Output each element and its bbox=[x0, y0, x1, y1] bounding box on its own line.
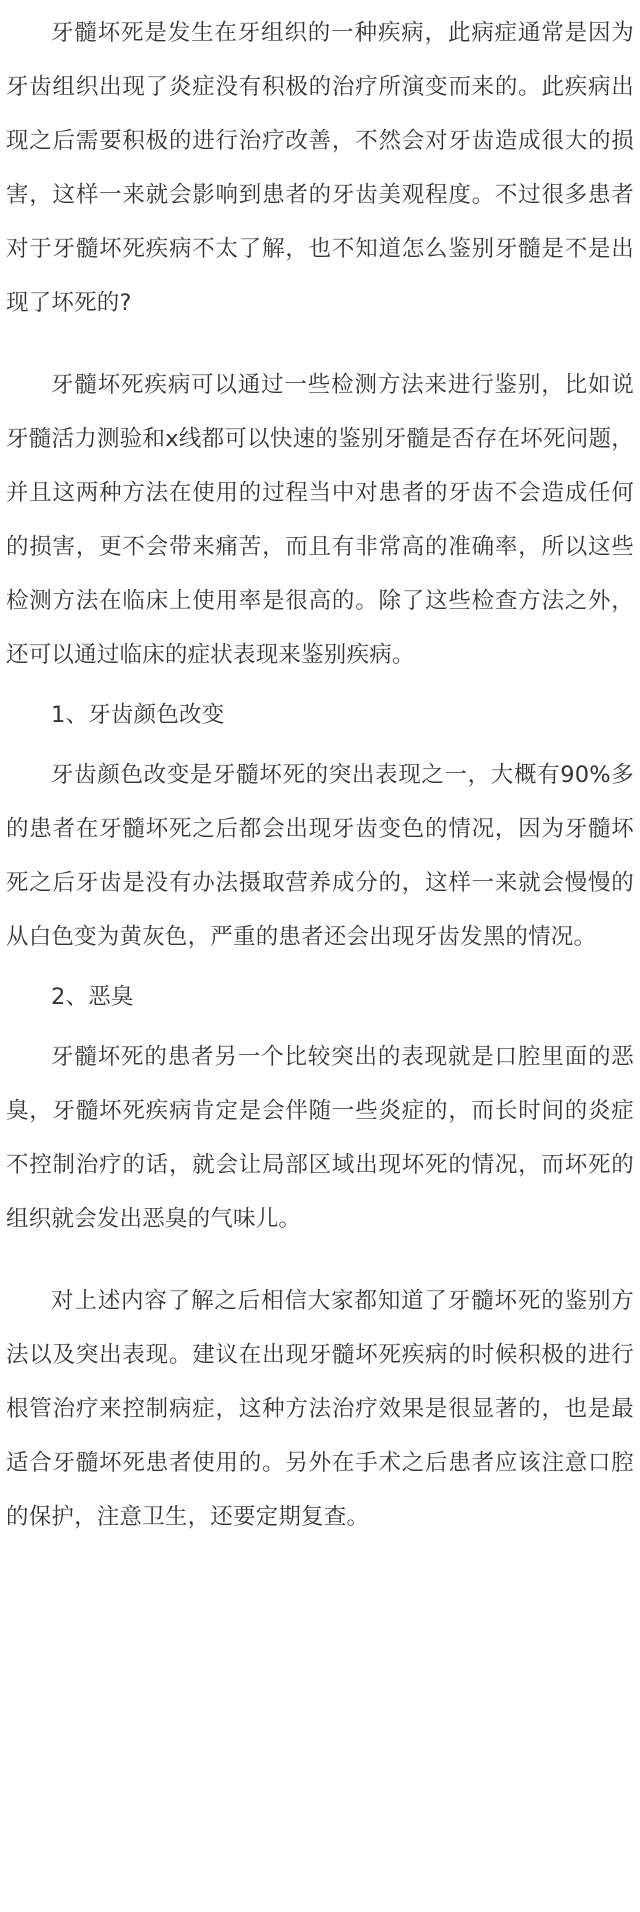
paragraph-conclusion: 对上述内容了解之后相信大家都知道了牙髓坏死的鉴别方法以及突出表现。建议在出现牙髓坏死疾病的时候积极的进行根管治疗来控制病症，这种方法治疗效果是很显著的，也是最适合牙髓坏死患者使用的。另外在手术之后患者应该注意口腔的保护，注意卫生，还要定期复查。 bbox=[6, 1288, 634, 1530]
section-heading-color-change: 1、牙齿颜色改变 bbox=[51, 702, 225, 728]
paragraph-intro: 牙髓坏死是发生在牙组织的一种疾病，此病症通常是因为牙齿组织出现了炎症没有积极的治疗所演变而来的。此疾病出现之后需要积极的进行治疗改善，不然会对牙齿造成很大的损害，这样一来就会影响到患者的牙齿美观程度。不过很多患者对于牙髓坏死疾病不太了解，也不知道怎么鉴别牙髓是不是出现了坏死的? bbox=[6, 20, 634, 316]
paragraph-color-change: 牙齿颜色改变是牙髓坏死的突出表现之一，大概有90%多的患者在牙髓坏死之后都会出现牙齿变色的情况，因为牙髓坏死之后牙齿是没有办法摄取营养成分的，这样一来就会慢慢的从白色变为黄灰色，严重的患者还会出现牙齿发黑的情况。 bbox=[6, 762, 634, 950]
paragraph-spacer bbox=[6, 330, 634, 358]
paragraph-diagnosis: 牙髓坏死疾病可以通过一些检测方法来进行鉴别，比如说牙髓活力测验和x线都可以快速的鉴别牙髓是否存在坏死问题，并且这两种方法在使用的过程当中对患者的牙齿不会造成任何的损害，更不会带来痛苦，而且有非常高的准确率，所以这些检测方法在临床上使用率是很高的。除了这些检查方法之外，还可以通过临床的症状表现来鉴别疾病。 bbox=[6, 372, 634, 668]
section-heading-odor: 2、恶臭 bbox=[51, 984, 134, 1010]
paragraph-spacer bbox=[6, 1246, 634, 1274]
paragraph-odor: 牙髓坏死的患者另一个比较突出的表现就是口腔里面的恶臭，牙髓坏死疾病肯定是会伴随一些炎症的，而长时间的炎症不控制治疗的话，就会让局部区域出现坏死的情况，而坏死的组织就会发出恶臭的气味儿。 bbox=[6, 1044, 634, 1232]
